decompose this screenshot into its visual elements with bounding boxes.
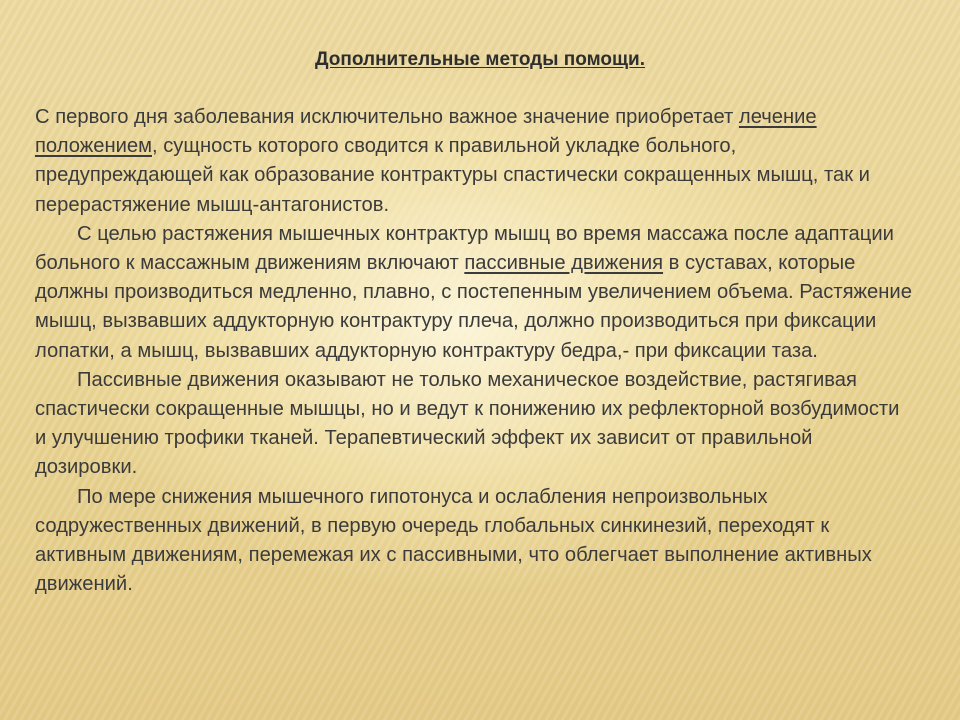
paragraph-1 [35,103,915,220]
paragraph-2-text-a: С целью растяжения мышечных контрактур мышц во время массажа после адаптации больного к массажным движениям включают [35,222,894,275]
paragraph-2-text-b: в суставах, которые должны производиться медленно, плавно, с постепенным увеличением объема. Растяжение мышц, вызвавших аддукторную контрактуру плеча, должно производиться при фиксации лопатки, а мышц, вызвавших аддукторную контрактуру бедра,- при фиксации таза. [35,252,912,362]
slide-title-text: Дополнительные методы помощи. [315,49,645,70]
paragraph-1-text-b: , сущность которого сводится к правильной укладке больного, предупреждающей как образование контрактуры спастически сокращенных мышц, так и перерастяжение мышц-антагонистов. [35,135,870,216]
paragraph-4: По мере снижения мышечного гипотонуса и ослабления непроизвольных содружественных движений, в первую очередь глобальных синкинезий, переходят к активным движениям, перемежая их с пассивными, что облегчает выполнение активных движений. [35,485,872,596]
term-passive-movements: пассивные движения [464,252,664,275]
paragraph-2 [35,220,915,366]
term-positional-treatment: лечение положением [35,106,817,158]
paragraph-3: Пассивные движения оказывают не только механическое воздействие, растягивая спастически сокращенные мышцы, но и ведут к понижению их рефлекторной возбудимости и улучшению трофики тканей. Терапевтический эффект их зависит от правильной дозировки. [35,368,900,479]
slide-title [0,48,960,72]
slide-body [35,103,915,599]
paragraph-1-text-a: С первого дня заболевания исключительно важное значение приобретает [35,106,739,128]
